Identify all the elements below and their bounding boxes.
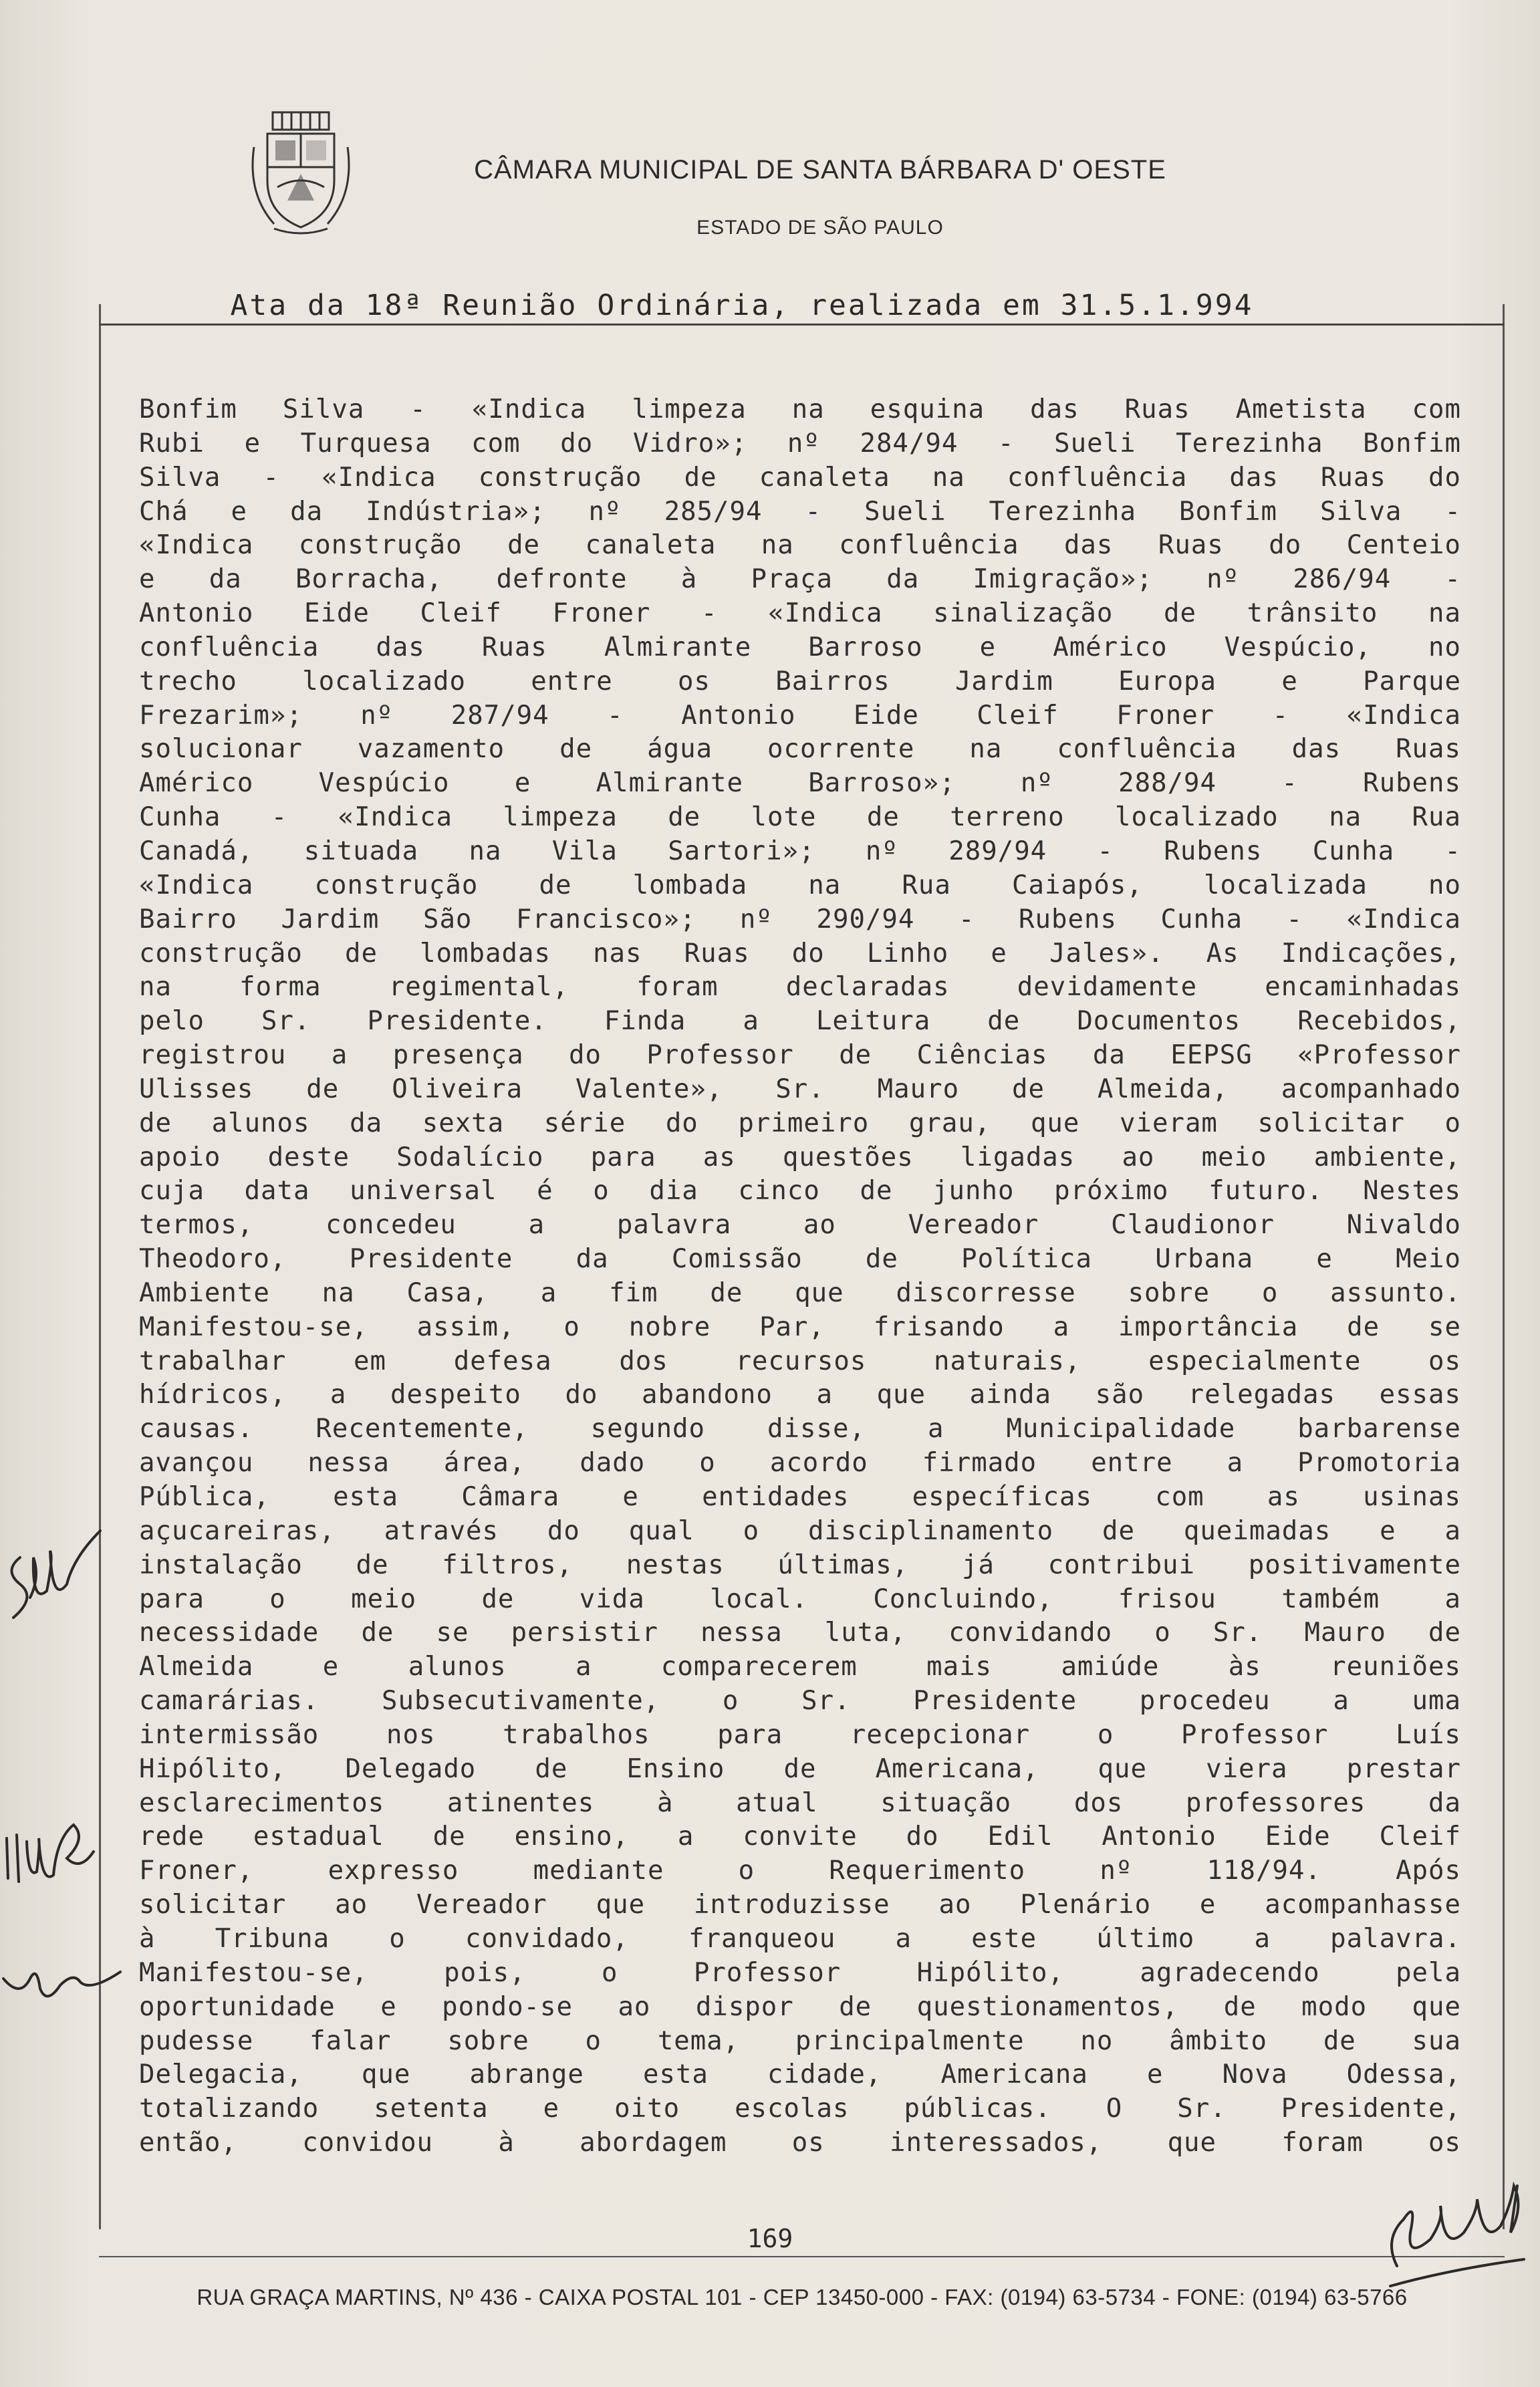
text-line: avançou nessa área, dado o acordo firmado entre a Promotoria <box>139 1448 1461 1479</box>
text-line: Manifestou-se, assim, o nobre Par, frisando a importância de se <box>139 1311 1461 1342</box>
text-line: para o meio de vida local. Concluindo, frisou também a <box>139 1584 1461 1614</box>
text-line: Américo Vespúcio e Almirante Barroso»; nº 288/94 - Rubens <box>139 768 1461 799</box>
text-line: Rubi e Turquesa com do Vidro»; nº 284/94 - Sueli Terezinha Bonfim <box>139 428 1461 459</box>
text-line: camarárias. Subsecutivamente, o Sr. Presidente procedeu a uma <box>139 1686 1461 1717</box>
text-line: Ambiente na Casa, a fim de que discorresse sobre o assunto. <box>139 1277 1461 1308</box>
footer-rule <box>99 2256 1505 2257</box>
text-line: e da Borracha, defronte à Praça da Imigração»; nº 286/94 - <box>139 564 1461 595</box>
text-line: Manifestou-se, pois, o Professor Hipólito, agradecendo pela <box>139 1957 1461 1988</box>
text-line: Frezarim»; nº 287/94 - Antonio Eide Cleif Froner - «Indica <box>139 700 1461 731</box>
organization-state: ESTADO DE SÃO PAULO <box>696 217 944 239</box>
organization-name: CÂMARA MUNICIPAL DE SANTA BÁRBARA D' OESTE <box>474 155 1166 184</box>
text-line: termos, concedeu a palavra ao Vereador Claudionor Nivaldo <box>139 1210 1461 1241</box>
text-line: totalizando setenta e oito escolas públicas. O Sr. Presidente, <box>139 2094 1461 2124</box>
page-number: 169 <box>747 2224 793 2253</box>
text-line: «Indica construção de lombada na Rua Caiapós, localizada no <box>139 870 1461 900</box>
text-line: hídricos, a despeito do abandono a que ainda são relegadas essas <box>139 1380 1461 1410</box>
margin-signature-3 <box>0 1952 127 2025</box>
text-line: Delegacia, que abrange esta cidade, Americana e Nova Odessa, <box>139 2059 1461 2090</box>
text-line: então, convidou à abordagem os interessados, que foram os <box>139 2128 1461 2158</box>
text-line: de alunos da sexta série do primeiro grau, que vieram solicitar o <box>139 1108 1461 1138</box>
text-line: rede estadual de ensino, a convite do Edil Antonio Eide Cleif <box>139 1821 1461 1852</box>
text-line: apoio deste Sodalício para as questões ligadas ao meio ambiente, <box>139 1142 1461 1172</box>
text-line: trecho localizado entre os Bairros Jardim Europa e Parque <box>139 666 1461 697</box>
margin-signature-2 <box>0 1811 100 1912</box>
text-line: esclarecimentos atinentes à atual situação dos professores da <box>139 1787 1461 1818</box>
minutes-body-text <box>139 393 1461 2160</box>
corner-signature <box>1377 2159 1531 2293</box>
text-line: Ulisses de Oliveira Valente», Sr. Mauro de Almeida, acompanhado <box>139 1074 1461 1104</box>
text-line: cuja data universal é o dia cinco de junho próximo futuro. Nestes <box>139 1176 1461 1207</box>
text-line: Theodoro, Presidente da Comissão de Política Urbana e Meio <box>139 1244 1461 1275</box>
text-line: instalação de filtros, nestas últimas, já contribui positivamente <box>139 1549 1461 1580</box>
text-line: Cunha - «Indica limpeza de lote de terreno localizado na Rua <box>139 802 1461 833</box>
text-line: Antonio Eide Cleif Froner - «Indica sinalização de trânsito na <box>139 598 1461 629</box>
margin-signature-1 <box>0 1517 107 1651</box>
text-line: trabalhar em defesa dos recursos naturais, especialmente os <box>139 1346 1461 1376</box>
text-line: construção de lombadas nas Ruas do Linho e Jales». As Indicações, <box>139 938 1461 969</box>
text-line: solicitar ao Vereador que introduzisse ao Plenário e acompanhasse <box>139 1890 1461 1920</box>
footer-address: RUA GRAÇA MARTINS, Nº 436 - CAIXA POSTAL 101 - CEP 13450-000 - FAX: (0194) 63-5734 - FONE: (0194) 63-5766 <box>197 2285 1408 2309</box>
text-line: solucionar vazamento de água ocorrente na confluência das Ruas <box>139 734 1461 765</box>
text-line: pelo Sr. Presidente. Finda a Leitura de Documentos Recebidos, <box>139 1006 1461 1037</box>
text-line: registrou a presença do Professor de Ciências da EEPSG «Professor <box>139 1040 1461 1071</box>
title-underline <box>99 324 1505 326</box>
text-line: pudesse falar sobre o tema, principalmente no âmbito de sua <box>139 2025 1461 2056</box>
text-line: necessidade de se persistir nessa luta, convidando o Sr. Mauro de <box>139 1618 1461 1648</box>
document-title: Ata da 18ª Reunião Ordinária, realizada em 31.5.1.994 <box>230 289 1254 322</box>
text-line: «Indica construção de canaleta na confluência das Ruas do Centeio <box>139 530 1461 561</box>
text-line: na forma regimental, foram declaradas devidamente encaminhadas <box>139 972 1461 1003</box>
left-margin-rule <box>99 304 101 2229</box>
text-line: confluência das Ruas Almirante Barroso e Américo Vespúcio, no <box>139 632 1461 662</box>
text-line: açucareiras, através do qual o disciplinamento de queimadas e a <box>139 1515 1461 1546</box>
text-line: oportunidade e pondo-se ao dispor de questionamentos, de modo que <box>139 1991 1461 2022</box>
text-line: intermissão nos trabalhos para recepcionar o Professor Luís <box>139 1719 1461 1750</box>
text-line: Hipólito, Delegado de Ensino de Americana, que viera prestar <box>139 1753 1461 1784</box>
text-line: Silva - «Indica construção de canaleta na confluência das Ruas do <box>139 462 1461 493</box>
text-line: à Tribuna o convidado, franqueou a este último a palavra. <box>139 1923 1461 1954</box>
text-line: causas. Recentemente, segundo disse, a Municipalidade barbarense <box>139 1414 1461 1444</box>
text-line: Canadá, situada na Vila Sartori»; nº 289/94 - Rubens Cunha - <box>139 836 1461 866</box>
text-line: Pública, esta Câmara e entidades específicas com as usinas <box>139 1482 1461 1512</box>
text-line: Bairro Jardim São Francisco»; nº 290/94 - Rubens Cunha - «Indica <box>139 904 1461 934</box>
text-line: Froner, expresso mediante o Requerimento nº 118/94. Após <box>139 1856 1461 1886</box>
text-line: Chá e da Indústria»; nº 285/94 - Sueli Terezinha Bonfim Silva - <box>139 496 1461 527</box>
text-line: Bonfim Silva - «Indica limpeza na esquina das Ruas Ametista com <box>139 394 1461 424</box>
right-margin-rule <box>1503 304 1505 2229</box>
text-line: Almeida e alunos a comparecerem mais amiúde às reuniões <box>139 1652 1461 1682</box>
